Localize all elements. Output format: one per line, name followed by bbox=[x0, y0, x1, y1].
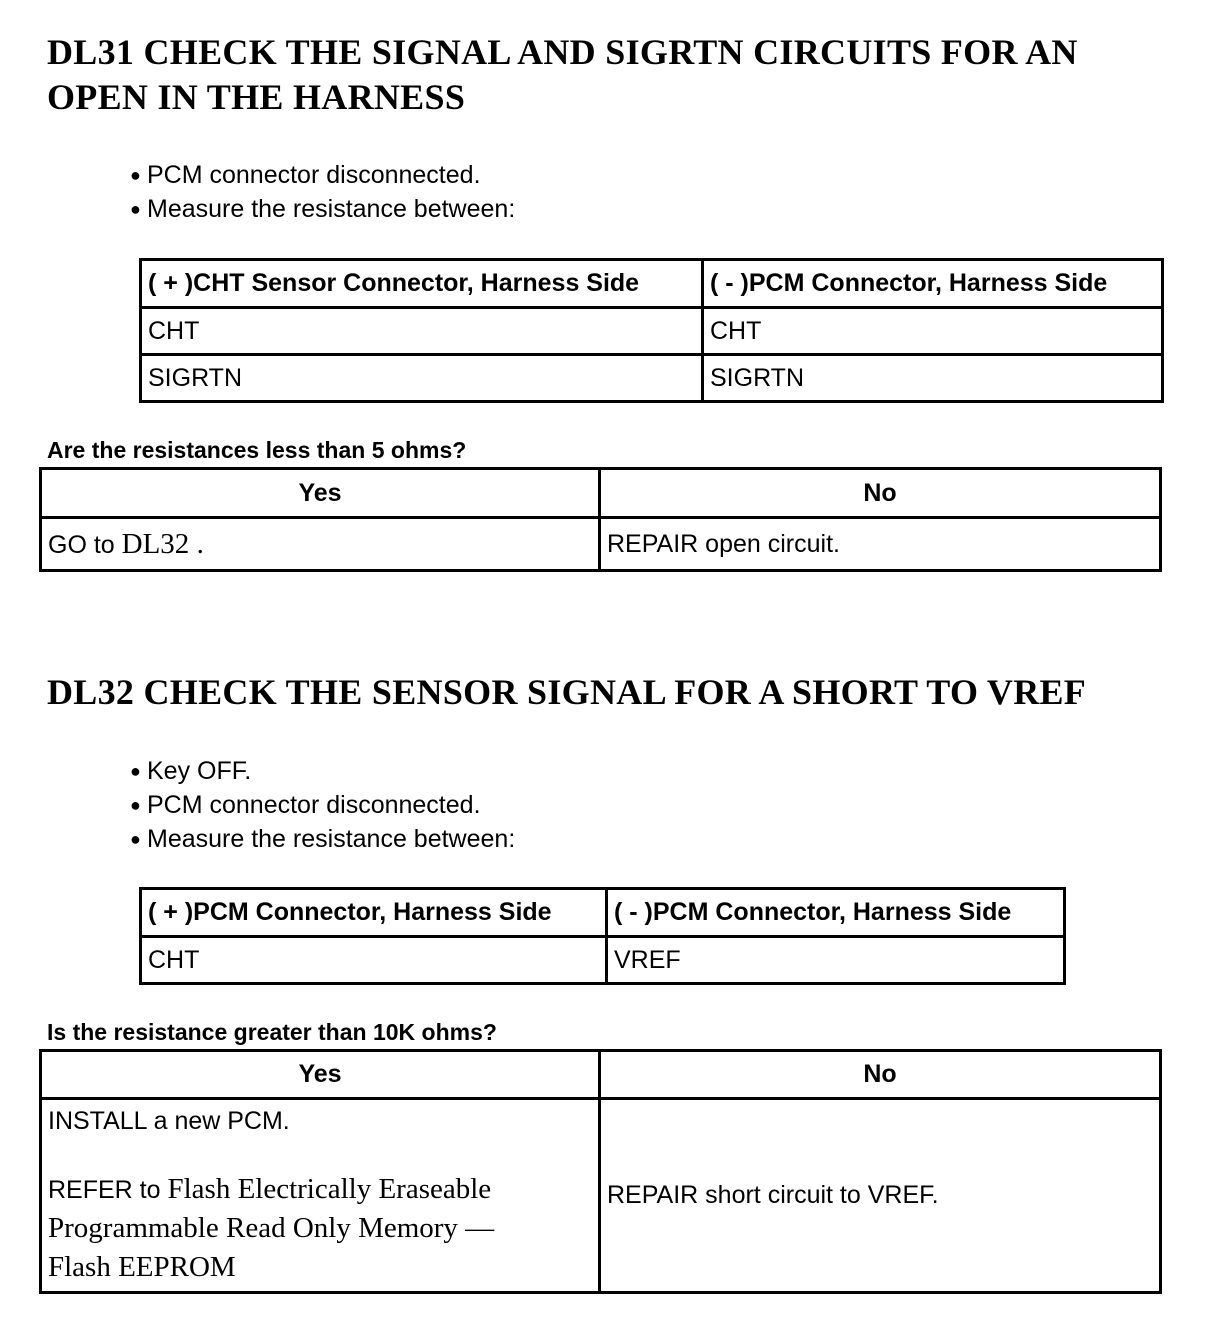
dl32-measure-table bbox=[139, 887, 1066, 985]
yes-cell: INSTALL a new PCM. REFER to Flash Electrically Eraseable Programmable Read Only Memory — Flash EEPROM bbox=[41, 1099, 600, 1293]
title-line: DL32 CHECK THE SENSOR SIGNAL FOR A SHORT TO VREF bbox=[47, 672, 1087, 712]
list-item: ● Measure the resistance between: bbox=[130, 192, 515, 226]
table-row bbox=[141, 355, 1163, 402]
yes-header: Yes bbox=[41, 1051, 600, 1099]
table-row bbox=[141, 308, 1163, 355]
table-cell: CHT bbox=[141, 308, 703, 355]
bullet-icon: ● bbox=[130, 165, 141, 185]
bullet-icon: ● bbox=[130, 199, 141, 219]
table-header: ( - )PCM Connector, Harness Side bbox=[703, 260, 1163, 308]
section-title-dl32 bbox=[47, 670, 1086, 715]
bullet-icon: ● bbox=[130, 795, 141, 815]
list-item: ● Measure the resistance between: bbox=[130, 822, 515, 856]
table-header: ( + )CHT Sensor Connector, Harness Side bbox=[141, 260, 703, 308]
title-line: DL31 CHECK THE SIGNAL AND SIGRTN CIRCUITS FOR AN bbox=[47, 32, 1078, 72]
table-cell: SIGRTN bbox=[141, 355, 703, 402]
table-row bbox=[41, 1099, 1161, 1293]
dl32-question: Is the resistance greater than 10K ohms? bbox=[47, 1019, 497, 1045]
section-title-dl31 bbox=[47, 30, 1078, 120]
dl31-measure-table bbox=[139, 258, 1164, 403]
bullet-icon: ● bbox=[130, 761, 141, 781]
yes-cell: GO to DL32 . bbox=[41, 518, 600, 571]
table-header: ( + )PCM Connector, Harness Side bbox=[141, 889, 607, 937]
no-cell: REPAIR short circuit to VREF. bbox=[600, 1099, 1161, 1293]
dl32-result-table bbox=[39, 1049, 1162, 1294]
table-cell: VREF bbox=[607, 937, 1065, 984]
yes-header: Yes bbox=[41, 469, 600, 518]
dl31-question: Are the resistances less than 5 ohms? bbox=[47, 437, 467, 463]
flash-eeprom-link[interactable]: Flash Electrically Eraseable Programmable Read Only Memory — Flash EEPROM bbox=[48, 1173, 495, 1283]
table-cell: SIGRTN bbox=[703, 355, 1163, 402]
bullet-icon: ● bbox=[130, 829, 141, 849]
table-cell: CHT bbox=[141, 937, 607, 984]
dl32-steps bbox=[130, 754, 515, 856]
list-item: ● PCM connector disconnected. bbox=[130, 788, 515, 822]
dl31-steps bbox=[130, 158, 515, 226]
title-line: OPEN IN THE HARNESS bbox=[47, 77, 466, 117]
no-header: No bbox=[600, 1051, 1161, 1099]
no-cell: REPAIR open circuit. bbox=[600, 518, 1161, 571]
dl32-link[interactable]: DL32 bbox=[121, 527, 190, 560]
list-item: ● Key OFF. bbox=[130, 754, 515, 788]
table-cell: CHT bbox=[703, 308, 1163, 355]
dl31-result-table bbox=[39, 467, 1162, 572]
no-header: No bbox=[600, 469, 1161, 518]
table-row bbox=[41, 518, 1161, 571]
table-row bbox=[141, 937, 1065, 984]
table-header: ( - )PCM Connector, Harness Side bbox=[607, 889, 1065, 937]
list-item: ● PCM connector disconnected. bbox=[130, 158, 515, 192]
